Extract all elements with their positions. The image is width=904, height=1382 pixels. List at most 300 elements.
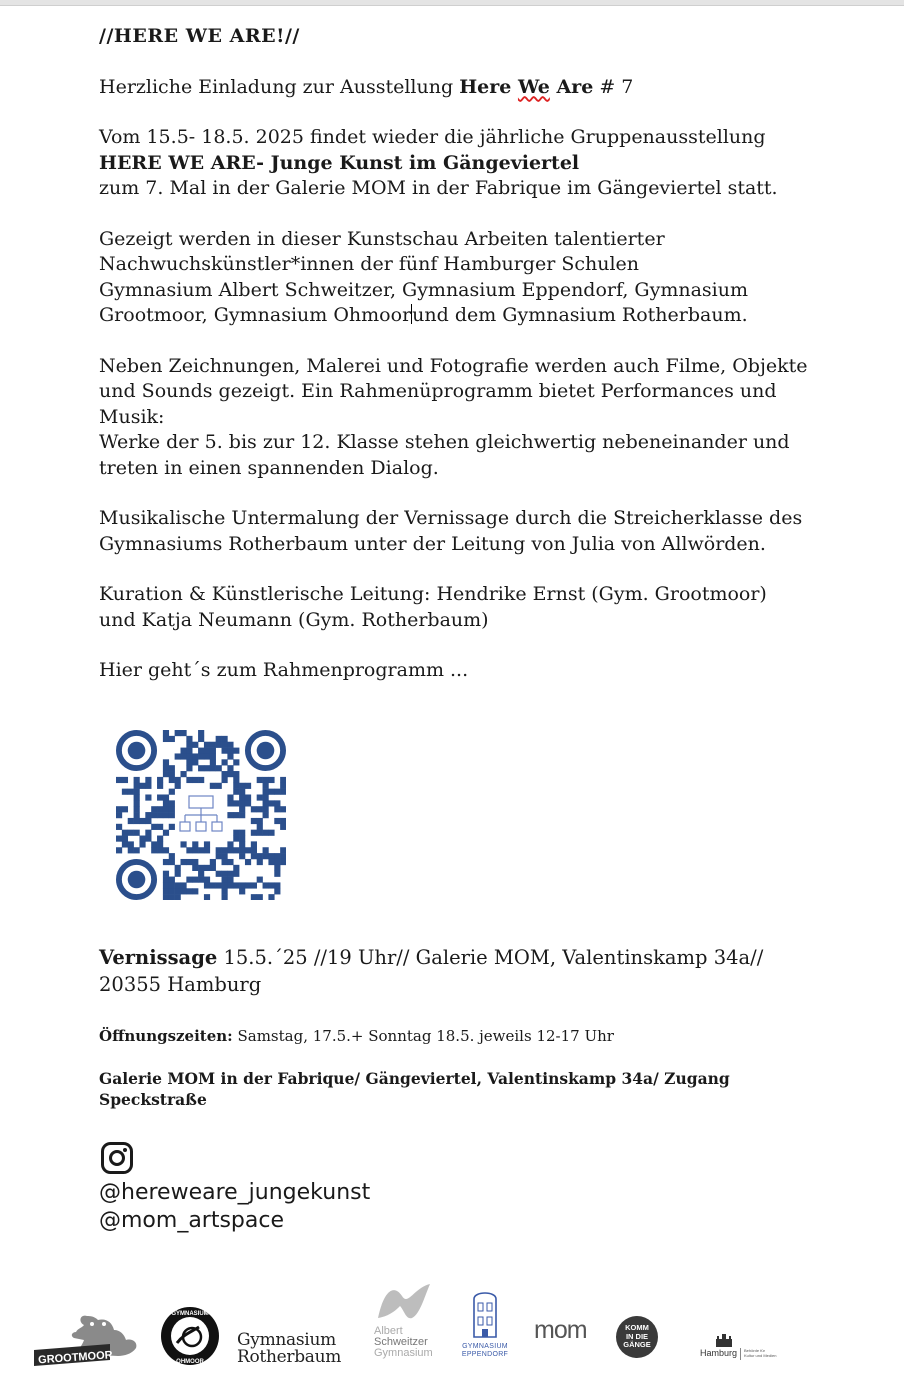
qr-module	[157, 847, 163, 853]
qr-module	[139, 841, 145, 847]
qr-module	[210, 759, 216, 765]
qr-module	[175, 888, 181, 894]
qr-module	[227, 742, 233, 748]
qr-module	[175, 753, 181, 759]
qr-module	[274, 800, 280, 806]
qr-module	[233, 830, 239, 836]
qr-module	[204, 748, 210, 754]
opening-label: Öffnungszeiten:	[99, 1027, 233, 1045]
qr-module	[204, 882, 210, 888]
dates-line: Vom 15.5- 18.5. 2025 findet wieder die jährliche Gruppenausstellung	[99, 126, 766, 148]
qr-module	[175, 882, 181, 888]
qr-module	[210, 865, 216, 871]
qr-module	[251, 830, 257, 836]
qr-module	[268, 830, 274, 836]
qr-module	[245, 783, 251, 789]
qr-module	[227, 794, 233, 800]
qr-module	[163, 877, 169, 883]
qr-module	[163, 894, 169, 900]
music-line: Gymnasiums Rotherbaum unter der Leitung von Julia von Allwörden.	[99, 532, 766, 555]
qr-module	[198, 877, 204, 883]
qr-module	[157, 794, 163, 800]
qr-module	[163, 812, 169, 818]
qr-module	[233, 748, 239, 754]
qr-module	[251, 882, 257, 888]
qr-module	[169, 894, 175, 900]
qr-module	[169, 736, 175, 742]
hamburg-logo	[700, 1334, 790, 1364]
qr-module	[233, 771, 239, 777]
qr-module	[180, 859, 186, 865]
qr-module	[175, 730, 181, 736]
qr-module	[227, 771, 233, 777]
schweitzer-line: Gymnasium	[374, 1347, 433, 1359]
qr-module	[145, 812, 151, 818]
qr-module	[233, 759, 239, 765]
qr-module	[239, 853, 245, 859]
curation-paragraph	[99, 582, 889, 633]
qr-module	[198, 865, 204, 871]
qr-module	[134, 812, 140, 818]
qr-module	[139, 818, 145, 824]
qr-module	[186, 736, 192, 742]
qr-module	[239, 888, 245, 894]
komm-line: KOMM	[625, 1323, 649, 1333]
qr-module	[233, 777, 239, 783]
qr-module	[175, 894, 181, 900]
hamburg-divider	[740, 1348, 741, 1360]
qr-module	[239, 841, 245, 847]
qr-module	[257, 806, 263, 812]
qr-module	[239, 847, 245, 853]
qr-module	[227, 877, 233, 883]
qr-module	[280, 859, 286, 865]
qr-module	[169, 859, 175, 865]
qr-module	[169, 882, 175, 888]
qr-finder-dot	[257, 742, 275, 760]
qr-module	[204, 753, 210, 759]
rotherbaum-logo	[237, 1332, 357, 1366]
music-line: Musikalische Untermalung der Vernissage durch die Streicherklasse des	[99, 507, 803, 529]
qr-module	[251, 806, 257, 812]
schweitzer-line: Schweitzer	[374, 1336, 428, 1348]
qr-module	[227, 859, 233, 865]
qr-module	[186, 748, 192, 754]
qr-module	[222, 736, 228, 742]
qr-module	[116, 777, 122, 783]
qr-module	[151, 847, 157, 853]
qr-module	[274, 859, 280, 865]
schools-line: Nachwuchskünstler*innen der fünf Hamburger Schulen	[99, 253, 640, 275]
eppendorf-line: EPPENDORF	[461, 1351, 509, 1358]
qr-module	[163, 759, 169, 765]
qr-module	[163, 806, 169, 812]
qr-module	[198, 871, 204, 877]
qr-module	[169, 765, 175, 771]
qr-module	[151, 812, 157, 818]
instagram-handle-mom[interactable]: @mom_artspace	[99, 1208, 285, 1233]
qr-module	[222, 847, 228, 853]
qr-module	[192, 865, 198, 871]
qr-module	[163, 800, 169, 806]
qr-module	[157, 806, 163, 812]
qr-module	[151, 806, 157, 812]
works-line: Neben Zeichnungen, Malerei und Fotografie werden auch Filme, Objekte	[99, 354, 808, 377]
eppendorf-building-icon	[472, 1287, 498, 1339]
qr-module	[192, 753, 198, 759]
qr-module	[216, 853, 222, 859]
qr-module	[163, 771, 169, 777]
qr-module	[134, 830, 140, 836]
qr-module	[222, 759, 228, 765]
qr-module	[145, 836, 151, 842]
gallery-address	[99, 1068, 819, 1110]
instagram-icon[interactable]	[100, 1141, 134, 1175]
qr-module	[210, 765, 216, 771]
curation-line: Kuration & Künstlerische Leitung: Hendrike Ernst (Gym. Grootmoor)	[99, 583, 767, 605]
qr-module	[216, 765, 222, 771]
qr-module	[233, 882, 239, 888]
ohmoor-text-top: GYMNASIUM	[171, 1311, 209, 1317]
qr-module	[216, 742, 222, 748]
qr-module	[122, 836, 128, 842]
qr-module	[192, 859, 198, 865]
qr-module	[198, 847, 204, 853]
works-line: Werke der 5. bis zur 12. Klasse stehen gleichwertig nebeneinander und	[99, 431, 790, 453]
qr-module	[134, 783, 140, 789]
qr-module	[175, 865, 181, 871]
qr-module	[233, 865, 239, 871]
qr-module	[198, 730, 204, 736]
schweitzer-mark-icon	[374, 1280, 434, 1322]
schools-text: Grootmoor, Gymnasium Ohmoor	[99, 304, 412, 326]
document-heading: //HERE WE ARE!//	[99, 25, 300, 47]
qr-module	[251, 818, 257, 824]
qr-module	[186, 888, 192, 894]
qr-module	[239, 783, 245, 789]
qr-module	[274, 871, 280, 877]
qr-module	[186, 753, 192, 759]
qr-module	[263, 789, 269, 795]
qr-module	[233, 783, 239, 789]
qr-module	[280, 806, 286, 812]
schools-line: Gymnasium Albert Schweitzer, Gymnasium Eppendorf, Gymnasium	[99, 278, 748, 301]
qr-module	[157, 783, 163, 789]
title-we-spellcheck: We	[517, 75, 550, 98]
qr-module	[227, 882, 233, 888]
qr-module	[175, 783, 181, 789]
gallery-line: Galerie MOM in der Fabrique/ Gängeviertel, Valentinskamp 34a/ Zugang	[99, 1069, 730, 1088]
qr-module	[222, 748, 228, 754]
eppendorf-logo	[457, 1287, 513, 1367]
qr-module	[239, 812, 245, 818]
qr-module	[268, 882, 274, 888]
mom-logo: mom	[534, 1316, 587, 1344]
qr-module	[245, 800, 251, 806]
qr-module	[280, 847, 286, 853]
qr-module	[222, 742, 228, 748]
qr-module	[257, 853, 263, 859]
qr-module	[198, 777, 204, 783]
works-line: Musik:	[99, 405, 165, 428]
qr-module	[263, 806, 269, 812]
qr-module	[116, 812, 122, 818]
qr-module	[274, 818, 280, 824]
qr-module	[169, 812, 175, 818]
qr-module	[268, 894, 274, 900]
qr-module	[128, 841, 134, 847]
qr-module	[263, 853, 269, 859]
qr-module	[268, 777, 274, 783]
qr-module	[280, 818, 286, 824]
qr-module	[204, 841, 210, 847]
qr-module	[257, 777, 263, 783]
window-top-edge	[0, 0, 904, 6]
qr-module	[233, 812, 239, 818]
ohmoor-text-bottom: OHMOOR	[176, 1359, 204, 1365]
qr-module	[239, 882, 245, 888]
title-are: Are	[549, 75, 594, 98]
schools-text: und dem Gymnasium Rotherbaum.	[412, 304, 748, 326]
qr-module	[233, 871, 239, 877]
schools-line	[99, 303, 889, 329]
dates-paragraph	[99, 125, 889, 202]
qr-module	[134, 847, 140, 853]
qr-module	[186, 759, 192, 765]
hamburg-text: Hamburg	[700, 1348, 738, 1358]
hamburg-castle-icon	[714, 1334, 734, 1347]
qr-module	[186, 859, 192, 865]
qr-module	[263, 812, 269, 818]
qr-module	[192, 742, 198, 748]
qr-module	[210, 753, 216, 759]
title-number: # 7	[593, 75, 634, 98]
qr-module	[210, 748, 216, 754]
qr-module	[163, 730, 169, 736]
qr-module	[139, 783, 145, 789]
qr-module	[157, 836, 163, 842]
qr-module	[116, 824, 122, 830]
qr-module	[128, 789, 134, 795]
qr-module	[157, 777, 163, 783]
qr-module	[204, 877, 210, 883]
qr-module	[222, 882, 228, 888]
komm-in-die-gaenge-logo	[616, 1316, 658, 1358]
qr-module	[227, 812, 233, 818]
schweitzer-line: Albert	[374, 1325, 403, 1337]
qr-module	[186, 777, 192, 783]
qr-module	[128, 818, 134, 824]
title-here: Here	[459, 75, 518, 98]
qr-module	[233, 800, 239, 806]
qr-module	[139, 836, 145, 842]
qr-module	[239, 800, 245, 806]
qr-module	[122, 789, 128, 795]
qr-module	[180, 771, 186, 777]
qr-module	[239, 830, 245, 836]
qr-module	[116, 847, 122, 853]
qr-module	[222, 771, 228, 777]
qr-module	[128, 847, 134, 853]
qr-module	[192, 777, 198, 783]
qr-module	[268, 789, 274, 795]
qr-module	[192, 841, 198, 847]
qr-module	[251, 841, 257, 847]
qr-module	[222, 777, 228, 783]
opening-text: Samstag, 17.5.+ Sonntag 18.5. jeweils 12-17 Uhr	[232, 1027, 614, 1045]
qr-module	[186, 877, 192, 883]
vernissage-text: 15.5.´25 //19 Uhr// Galerie MOM, Valentinskamp 34a//	[217, 946, 764, 969]
qr-module	[157, 824, 163, 830]
qr-module	[274, 865, 280, 871]
qr-module	[145, 783, 151, 789]
qr-module	[245, 882, 251, 888]
qr-module	[257, 794, 263, 800]
qr-module	[134, 777, 140, 783]
qr-module	[163, 794, 169, 800]
qr-module	[204, 847, 210, 853]
qr-module	[116, 836, 122, 842]
qr-module	[257, 824, 263, 830]
qr-module	[192, 847, 198, 853]
qr-module	[198, 736, 204, 742]
qr-module	[216, 736, 222, 742]
qr-module	[180, 882, 186, 888]
qr-module	[263, 847, 269, 853]
qr-module	[186, 847, 192, 853]
qr-module	[251, 853, 257, 859]
qr-module	[257, 818, 263, 824]
qr-module	[239, 806, 245, 812]
qr-module	[192, 888, 198, 894]
hamburg-subtext	[744, 1348, 776, 1358]
invitation-line	[99, 75, 889, 101]
qr-module	[245, 847, 251, 853]
schools-paragraph	[99, 227, 889, 329]
qr-module	[145, 777, 151, 783]
qr-module	[257, 830, 263, 836]
qr-module	[198, 748, 204, 754]
qr-module	[216, 882, 222, 888]
qr-module	[151, 824, 157, 830]
hamburg-subtext-line: Kultur und Medien	[744, 1353, 777, 1358]
qr-module	[180, 730, 186, 736]
qr-module	[122, 777, 128, 783]
qr-module	[280, 777, 286, 783]
qr-module	[169, 789, 175, 795]
qr-module	[163, 736, 169, 742]
vernissage-text: 20355 Hamburg	[99, 973, 262, 996]
qr-module	[280, 824, 286, 830]
qr-module	[239, 836, 245, 842]
qr-finder-dot	[128, 871, 146, 889]
qr-module	[122, 841, 128, 847]
qr-module	[280, 789, 286, 795]
qr-module	[175, 777, 181, 783]
qr-module	[245, 794, 251, 800]
qr-module	[145, 794, 151, 800]
qr-module	[210, 882, 216, 888]
qr-module	[151, 841, 157, 847]
qr-module	[128, 830, 134, 836]
qr-module	[280, 853, 286, 859]
qr-module	[239, 789, 245, 795]
qr-finder-dot	[128, 742, 146, 760]
qr-module	[175, 871, 181, 877]
qr-module	[210, 859, 216, 865]
qr-module	[274, 789, 280, 795]
qr-module	[280, 783, 286, 789]
works-line: und Sounds gezeigt. Ein Rahmenüprogramm bietet Performances und	[99, 380, 777, 402]
instagram-handle-hereweare[interactable]: @hereweare_jungekunst	[99, 1180, 371, 1205]
qr-module	[227, 871, 233, 877]
rotherbaum-line: Rotherbaum	[237, 1347, 342, 1367]
qr-module	[263, 783, 269, 789]
qr-module	[233, 836, 239, 842]
gallery-line: Speckstraße	[99, 1090, 207, 1109]
qr-module	[204, 894, 210, 900]
curation-line: und Katja Neumann (Gym. Rotherbaum)	[99, 608, 489, 631]
qr-module	[245, 859, 251, 865]
qr-module	[169, 824, 175, 830]
qr-module	[227, 841, 233, 847]
qr-module	[163, 882, 169, 888]
qr-module	[216, 871, 222, 877]
qr-module	[192, 877, 198, 883]
sitemap-icon	[180, 796, 222, 831]
qr-module	[274, 853, 280, 859]
qr-module	[163, 871, 169, 877]
qr-module	[251, 847, 257, 853]
qr-module	[222, 859, 228, 865]
qr-module	[198, 765, 204, 771]
music-paragraph	[99, 506, 889, 557]
qr-module	[157, 841, 163, 847]
qr-module	[251, 894, 257, 900]
program-link[interactable]: Hier geht´s zum Rahmenprogramm ...	[99, 659, 469, 681]
qr-module	[227, 765, 233, 771]
qr-module	[227, 847, 233, 853]
qr-module	[227, 753, 233, 759]
qr-module	[257, 877, 263, 883]
qr-module	[233, 789, 239, 795]
qr-module	[263, 882, 269, 888]
works-line: treten in einen spannenden Dialog.	[99, 456, 439, 479]
qr-module	[180, 841, 186, 847]
qr-module	[263, 794, 269, 800]
qr-module	[134, 818, 140, 824]
qr-module	[263, 800, 269, 806]
venue-line: zum 7. Mal in der Galerie MOM in der Fabrique im Gängeviertel statt.	[99, 177, 778, 199]
qr-module	[222, 888, 228, 894]
schweitzer-logo	[374, 1280, 444, 1366]
qr-module	[222, 871, 228, 877]
qr-module	[122, 830, 128, 836]
qr-module	[163, 830, 169, 836]
qr-module	[163, 847, 169, 853]
komm-line: IN DIE	[625, 1331, 649, 1341]
qr-module	[134, 794, 140, 800]
qr-module	[227, 800, 233, 806]
qr-module	[216, 847, 222, 853]
qr-module	[204, 765, 210, 771]
grootmoor-text: GROOTMOOR	[37, 1349, 114, 1366]
qr-code[interactable]	[116, 730, 286, 900]
qr-module	[186, 742, 192, 748]
qr-module	[186, 765, 192, 771]
qr-module	[134, 806, 140, 812]
qr-module	[180, 888, 186, 894]
